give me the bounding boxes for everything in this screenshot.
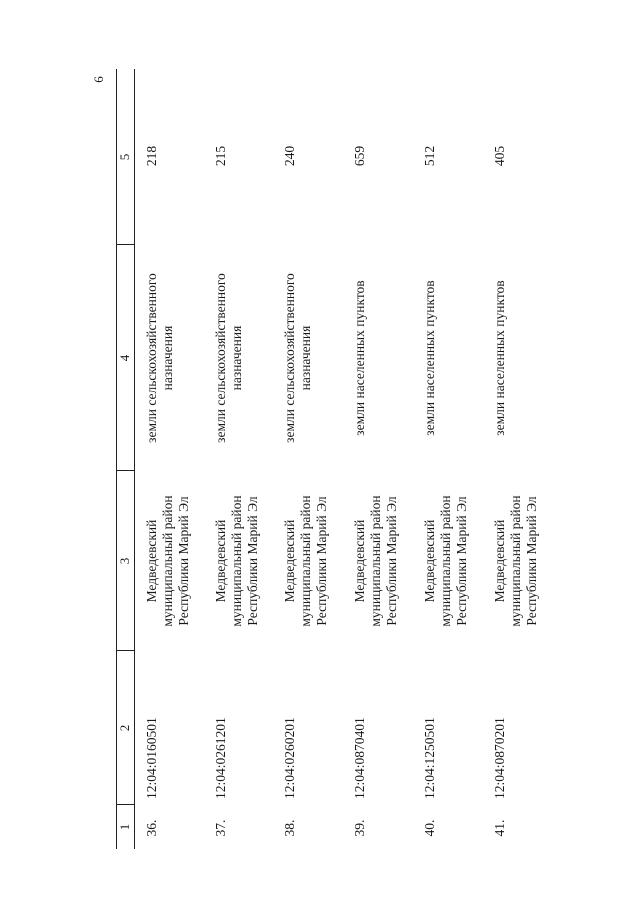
cadastral-number: 12:04:1250501 [422,717,437,799]
column-header-1: 1 [117,823,132,831]
municipality: Медведевский муниципальный район Республики Марий Эл [492,495,539,627]
value: 659 [352,145,367,167]
land-table [116,69,616,849]
row-number: 40. [422,819,437,837]
row-number: 38. [282,819,297,837]
table-row [213,69,273,849]
value: 405 [492,145,507,167]
row-number: 39. [352,819,367,837]
municipality: Медведевский муниципальный район Республики Марий Эл [144,495,191,627]
column-header-5: 5 [117,153,132,161]
cadastral-number: 12:04:0870401 [352,717,367,799]
value: 512 [422,145,437,167]
table-row [352,69,412,849]
land-category: земли сельскохозяйственного назначения [282,273,313,443]
row-number: 41. [492,819,507,837]
municipality: Медведевский муниципальный район Республики Марий Эл [213,495,260,627]
land-category: земли населенных пунктов [352,280,367,436]
land-category: земли населенных пунктов [422,280,437,436]
column-header-2: 2 [117,724,132,732]
cadastral-number: 12:04:0261201 [213,717,228,799]
table-top-rule [116,69,117,849]
table-header-rule [134,69,135,849]
table-row [144,69,204,849]
row-number: 37. [213,819,228,837]
value: 215 [213,145,228,167]
land-category: земли сельскохозяйственного назначения [144,273,175,443]
municipality: Медведевский муниципальный район Республики Марий Эл [352,495,399,627]
land-category: земли сельскохозяйственного назначения [213,273,244,443]
column-header-4: 4 [117,354,132,362]
table-row [282,69,342,849]
municipality: Медведевский муниципальный район Республики Марий Эл [282,495,329,627]
table-row [492,69,552,849]
cadastral-number: 12:04:0870201 [492,717,507,799]
municipality: Медведевский муниципальный район Республики Марий Эл [422,495,469,627]
page-number: 6 [90,76,106,83]
column-header-3: 3 [117,557,132,565]
cadastral-number: 12:04:0260201 [282,717,297,799]
value: 218 [144,145,159,167]
land-category: земли населенных пунктов [492,280,507,436]
value: 240 [282,145,297,167]
table-row [422,69,482,849]
cadastral-number: 12:04:0160501 [144,717,159,799]
row-number: 36. [144,819,159,837]
